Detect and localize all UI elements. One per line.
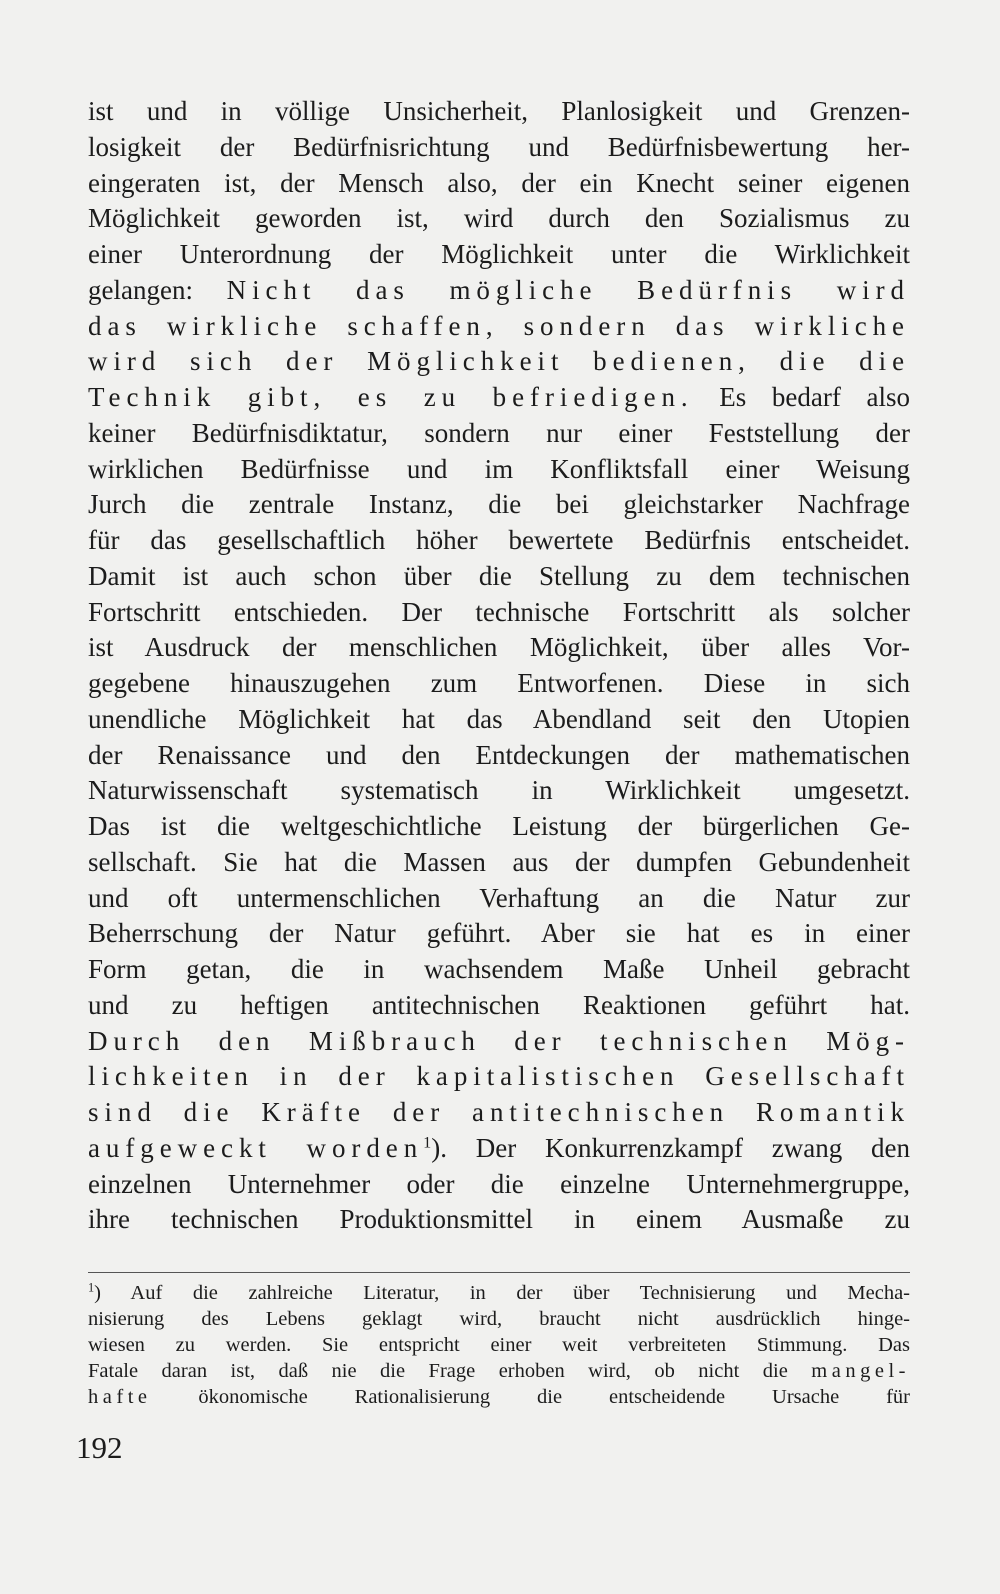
spaced-emphasis-text: aufgeweckt worden	[88, 1132, 424, 1163]
body-text	[88, 94, 910, 1238]
body-line	[88, 702, 910, 738]
body-line	[88, 1131, 910, 1167]
text-segment: unendliche Möglichkeit hat das Abendland seit den Utopien	[88, 703, 910, 734]
body-line	[88, 130, 910, 166]
footnote-line	[88, 1358, 910, 1384]
body-line	[88, 523, 910, 559]
body-line	[88, 1059, 910, 1095]
text-segment: Jurch die zentrale Instanz, die bei gleichstarker Nachfrage	[88, 489, 910, 520]
body-line	[88, 1024, 910, 1060]
text-segment: eingeraten ist, der Mensch also, der ein Knecht seiner eigenen	[88, 167, 910, 198]
text-segment: Möglichkeit geworden ist, wird durch den Sozialismus zu	[88, 203, 910, 234]
spaced-emphasis-text: mangel-	[811, 1360, 910, 1382]
text-segment: ist Ausdruck der menschlichen Möglichkeit, über alles Vor-	[88, 632, 910, 663]
spaced-emphasis-text: das wirkliche schaffen, sondern das wirkliche	[88, 310, 910, 341]
text-segment: wirklichen Bedürfnisse und im Konfliktsfall einer Weisung	[88, 453, 910, 484]
body-line	[88, 595, 910, 631]
body-line	[88, 380, 910, 416]
text-segment: Fatale daran ist, daß nie die Frage erhoben wird, ob nicht die	[88, 1360, 812, 1382]
body-line	[88, 237, 910, 273]
text-segment: keiner Bedürfnisdiktatur, sondern nur einer Feststellung der	[88, 417, 910, 448]
body-line	[88, 1202, 910, 1238]
spaced-emphasis-text: Durch den Mißbrauch der technischen Mög-	[88, 1025, 910, 1056]
text-segment: gelangen:	[88, 274, 227, 305]
body-line	[88, 773, 910, 809]
spaced-emphasis-text: Nicht das mögliche Bedürfnis wird	[226, 274, 910, 305]
body-line	[88, 559, 910, 595]
text-segment: ). Der Konkurrenzkampf zwang den	[431, 1132, 910, 1163]
spaced-emphasis-text: hafte	[88, 1386, 152, 1408]
footnote-line	[88, 1332, 910, 1358]
body-line	[88, 666, 910, 702]
text-segment: und oft untermenschlichen Verhaftung an die Natur zur	[88, 882, 910, 913]
body-line	[88, 416, 910, 452]
spaced-emphasis-text: wird sich der Möglichkeit bedienen, die die	[88, 346, 910, 377]
body-line	[88, 273, 910, 309]
text-segment: sellschaft. Sie hat die Massen aus der dumpfen Gebundenheit	[88, 846, 910, 877]
text-segment: Es bedarf also	[693, 382, 910, 412]
body-line	[88, 166, 910, 202]
text-segment: Naturwissenschaft systematisch in Wirklichkeit umgesetzt.	[88, 775, 910, 806]
text-segment: Damit ist auch schon über die Stellung zu dem technischen	[88, 560, 910, 591]
body-line	[88, 452, 910, 488]
text-segment: Beherrschung der Natur geführt. Aber sie hat es in einer	[88, 918, 910, 949]
text-segment: und zu heftigen antitechnischen Reaktionen geführt hat.	[88, 989, 910, 1020]
footnote-line	[88, 1280, 910, 1306]
body-line	[88, 809, 910, 845]
footnotes	[88, 1280, 910, 1410]
text-segment: Das ist die weltgeschichtliche Leistung der bürgerlichen Ge-	[88, 811, 910, 841]
body-line	[88, 487, 910, 523]
text-segment: für das gesellschaftlich höher bewertete Bedürfnis entscheidet.	[88, 525, 910, 555]
text-segment: Form getan, die in wachsendem Maße Unheil gebracht	[88, 954, 910, 984]
spaced-emphasis-text: sind die Kräfte der antitechnischen Romantik	[88, 1097, 910, 1127]
body-line	[88, 881, 910, 917]
text-segment: losigkeit der Bedürfnisrichtung und Bedürfnisbewertung her-	[88, 131, 910, 162]
footnote-line	[88, 1306, 910, 1332]
body-line	[88, 1095, 910, 1131]
body-line	[88, 630, 910, 666]
body-line	[88, 916, 910, 952]
body-line	[88, 845, 910, 881]
spaced-emphasis-text: lichkeiten in der kapitalistischen Gesellschaft	[88, 1061, 910, 1092]
text-segment: ) Auf die zahlreiche Literatur, in der über Technisierung und Mecha-	[94, 1282, 910, 1304]
text-segment: nisierung des Lebens geklagt wird, braucht nicht ausdrücklich hinge-	[88, 1308, 910, 1330]
body-line	[88, 344, 910, 380]
body-line	[88, 309, 910, 345]
footnote-line	[88, 1384, 910, 1410]
footnote-rule	[88, 1272, 910, 1273]
text-segment: der Renaissance und den Entdeckungen der mathematischen	[88, 739, 910, 770]
spaced-emphasis-text: Technik gibt, es zu befriedigen.	[88, 382, 694, 412]
text-segment: einer Unterordnung der Möglichkeit unter die Wirklichkeit	[88, 239, 910, 269]
text-segment: Fortschritt entschieden. Der technische Fortschritt als solcher	[88, 596, 910, 627]
text-segment: einzelnen Unternehmer oder die einzelne Unternehmergruppe,	[88, 1168, 910, 1199]
body-line	[88, 201, 910, 237]
body-line	[88, 1167, 910, 1203]
text-segment: ihre technischen Produktionsmittel in einem Ausmaße zu	[88, 1204, 910, 1235]
text-segment: ökonomische Rationalisierung die entscheidende Ursache für	[151, 1386, 910, 1408]
body-line	[88, 94, 910, 130]
body-line	[88, 988, 910, 1024]
text-segment: ist und in völlige Unsicherheit, Planlosigkeit und Grenzen-	[88, 96, 910, 126]
footnote-marker: 1	[88, 1280, 95, 1295]
text-segment: gegebene hinauszugehen zum Entworfenen. Diese in sich	[88, 668, 910, 698]
body-line	[88, 738, 910, 774]
footnote-marker: 1	[423, 1133, 432, 1152]
body-line	[88, 952, 910, 988]
text-segment: wiesen zu werden. Sie entspricht einer weit verbreiteten Stimmung. Das	[88, 1334, 910, 1356]
page-number: 192	[76, 1430, 123, 1465]
